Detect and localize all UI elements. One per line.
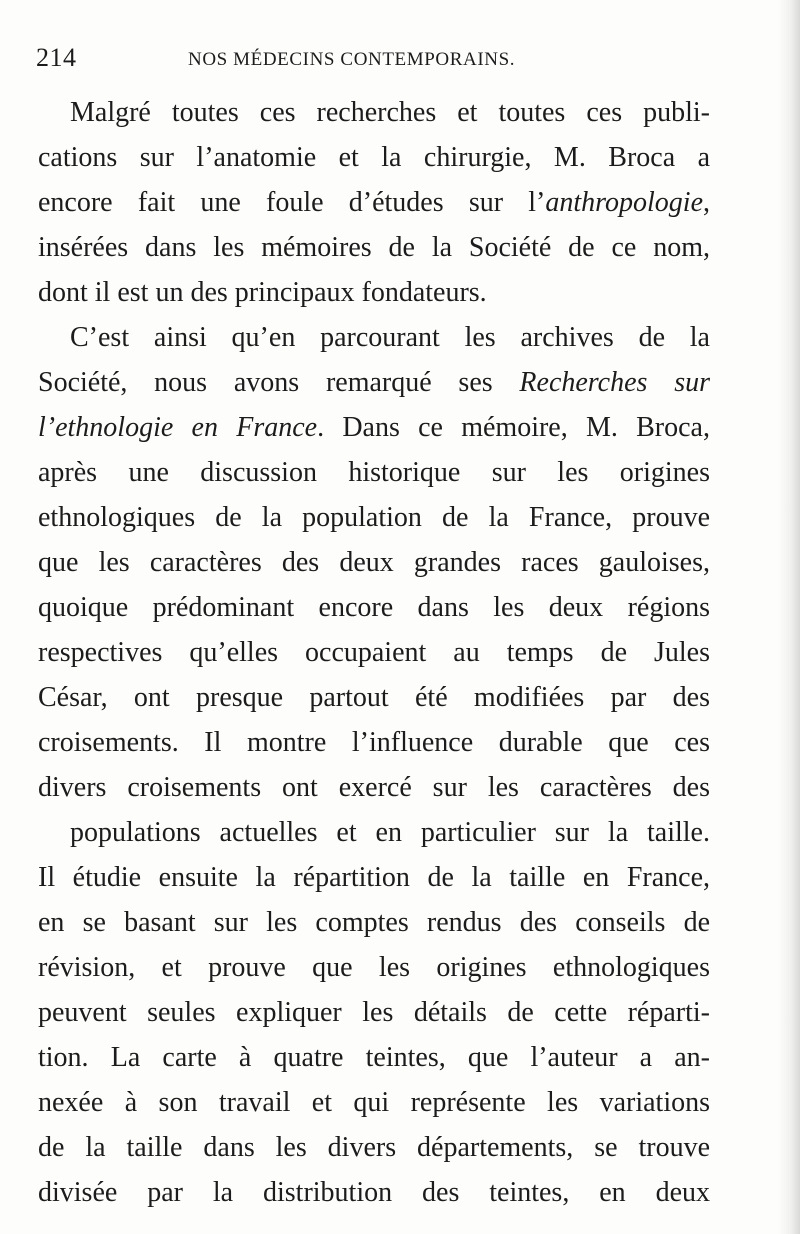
text-line: C’est ainsi qu’en parcourant les archives de la bbox=[70, 322, 710, 353]
text-line: après une discussion historique sur les origines bbox=[38, 457, 710, 488]
text-line: peuvent seules expliquer les détails de cette réparti- bbox=[38, 997, 710, 1028]
body-text bbox=[38, 90, 710, 1215]
text-line: ethnologiques de la population de la France, prouve bbox=[38, 502, 710, 533]
text-line: que les caractères des deux grandes races gauloises, bbox=[38, 547, 710, 578]
page-edge-shadow bbox=[778, 0, 800, 1234]
text-line: insérées dans les mémoires de la Société de ce nom, bbox=[38, 232, 710, 263]
page-header bbox=[36, 38, 736, 78]
page-number: 214 bbox=[36, 43, 77, 72]
text-line: l’ethnologie en France. Dans ce mémoire, M. Broca, bbox=[38, 412, 710, 443]
text-line: croisements. Il montre l’influence durable que ces bbox=[38, 727, 710, 758]
text-line: tion. La carte à quatre teintes, que l’auteur a an- bbox=[38, 1042, 710, 1073]
text-line: cations sur l’anatomie et la chirurgie, M. Broca a bbox=[38, 142, 710, 173]
text-line: nexée à son travail et qui représente les variations bbox=[38, 1087, 710, 1118]
text-line: divisée par la distribution des teintes, en deux bbox=[38, 1177, 710, 1208]
text-line: quoique prédominant encore dans les deux régions bbox=[38, 592, 710, 623]
text-line: dont il est un des principaux fondateurs. bbox=[38, 277, 487, 308]
text-line: Malgré toutes ces recherches et toutes ces publi- bbox=[70, 97, 710, 128]
text-line: en se basant sur les comptes rendus des conseils de bbox=[38, 907, 710, 938]
text-line: Société, nous avons remarqué ses Recherches sur bbox=[38, 367, 710, 398]
text-line: de la taille dans les divers départements, se trouve bbox=[38, 1132, 710, 1163]
text-line: Il étudie ensuite la répartition de la taille en France, bbox=[38, 862, 710, 893]
text-line: révision, et prouve que les origines ethnologiques bbox=[38, 952, 710, 983]
text-line: divers croisements ont exercé sur les caractères des bbox=[38, 772, 710, 803]
text-line: César, ont presque partout été modifiées par des bbox=[38, 682, 710, 713]
text-line: encore fait une foule d’études sur l’anthropologie, bbox=[38, 187, 710, 218]
text-line: respectives qu’elles occupaient au temps de Jules bbox=[38, 637, 710, 668]
text-line: populations actuelles et en particulier sur la taille. bbox=[70, 817, 710, 848]
running-title: NOS MÉDECINS CONTEMPORAINS. bbox=[188, 49, 516, 70]
